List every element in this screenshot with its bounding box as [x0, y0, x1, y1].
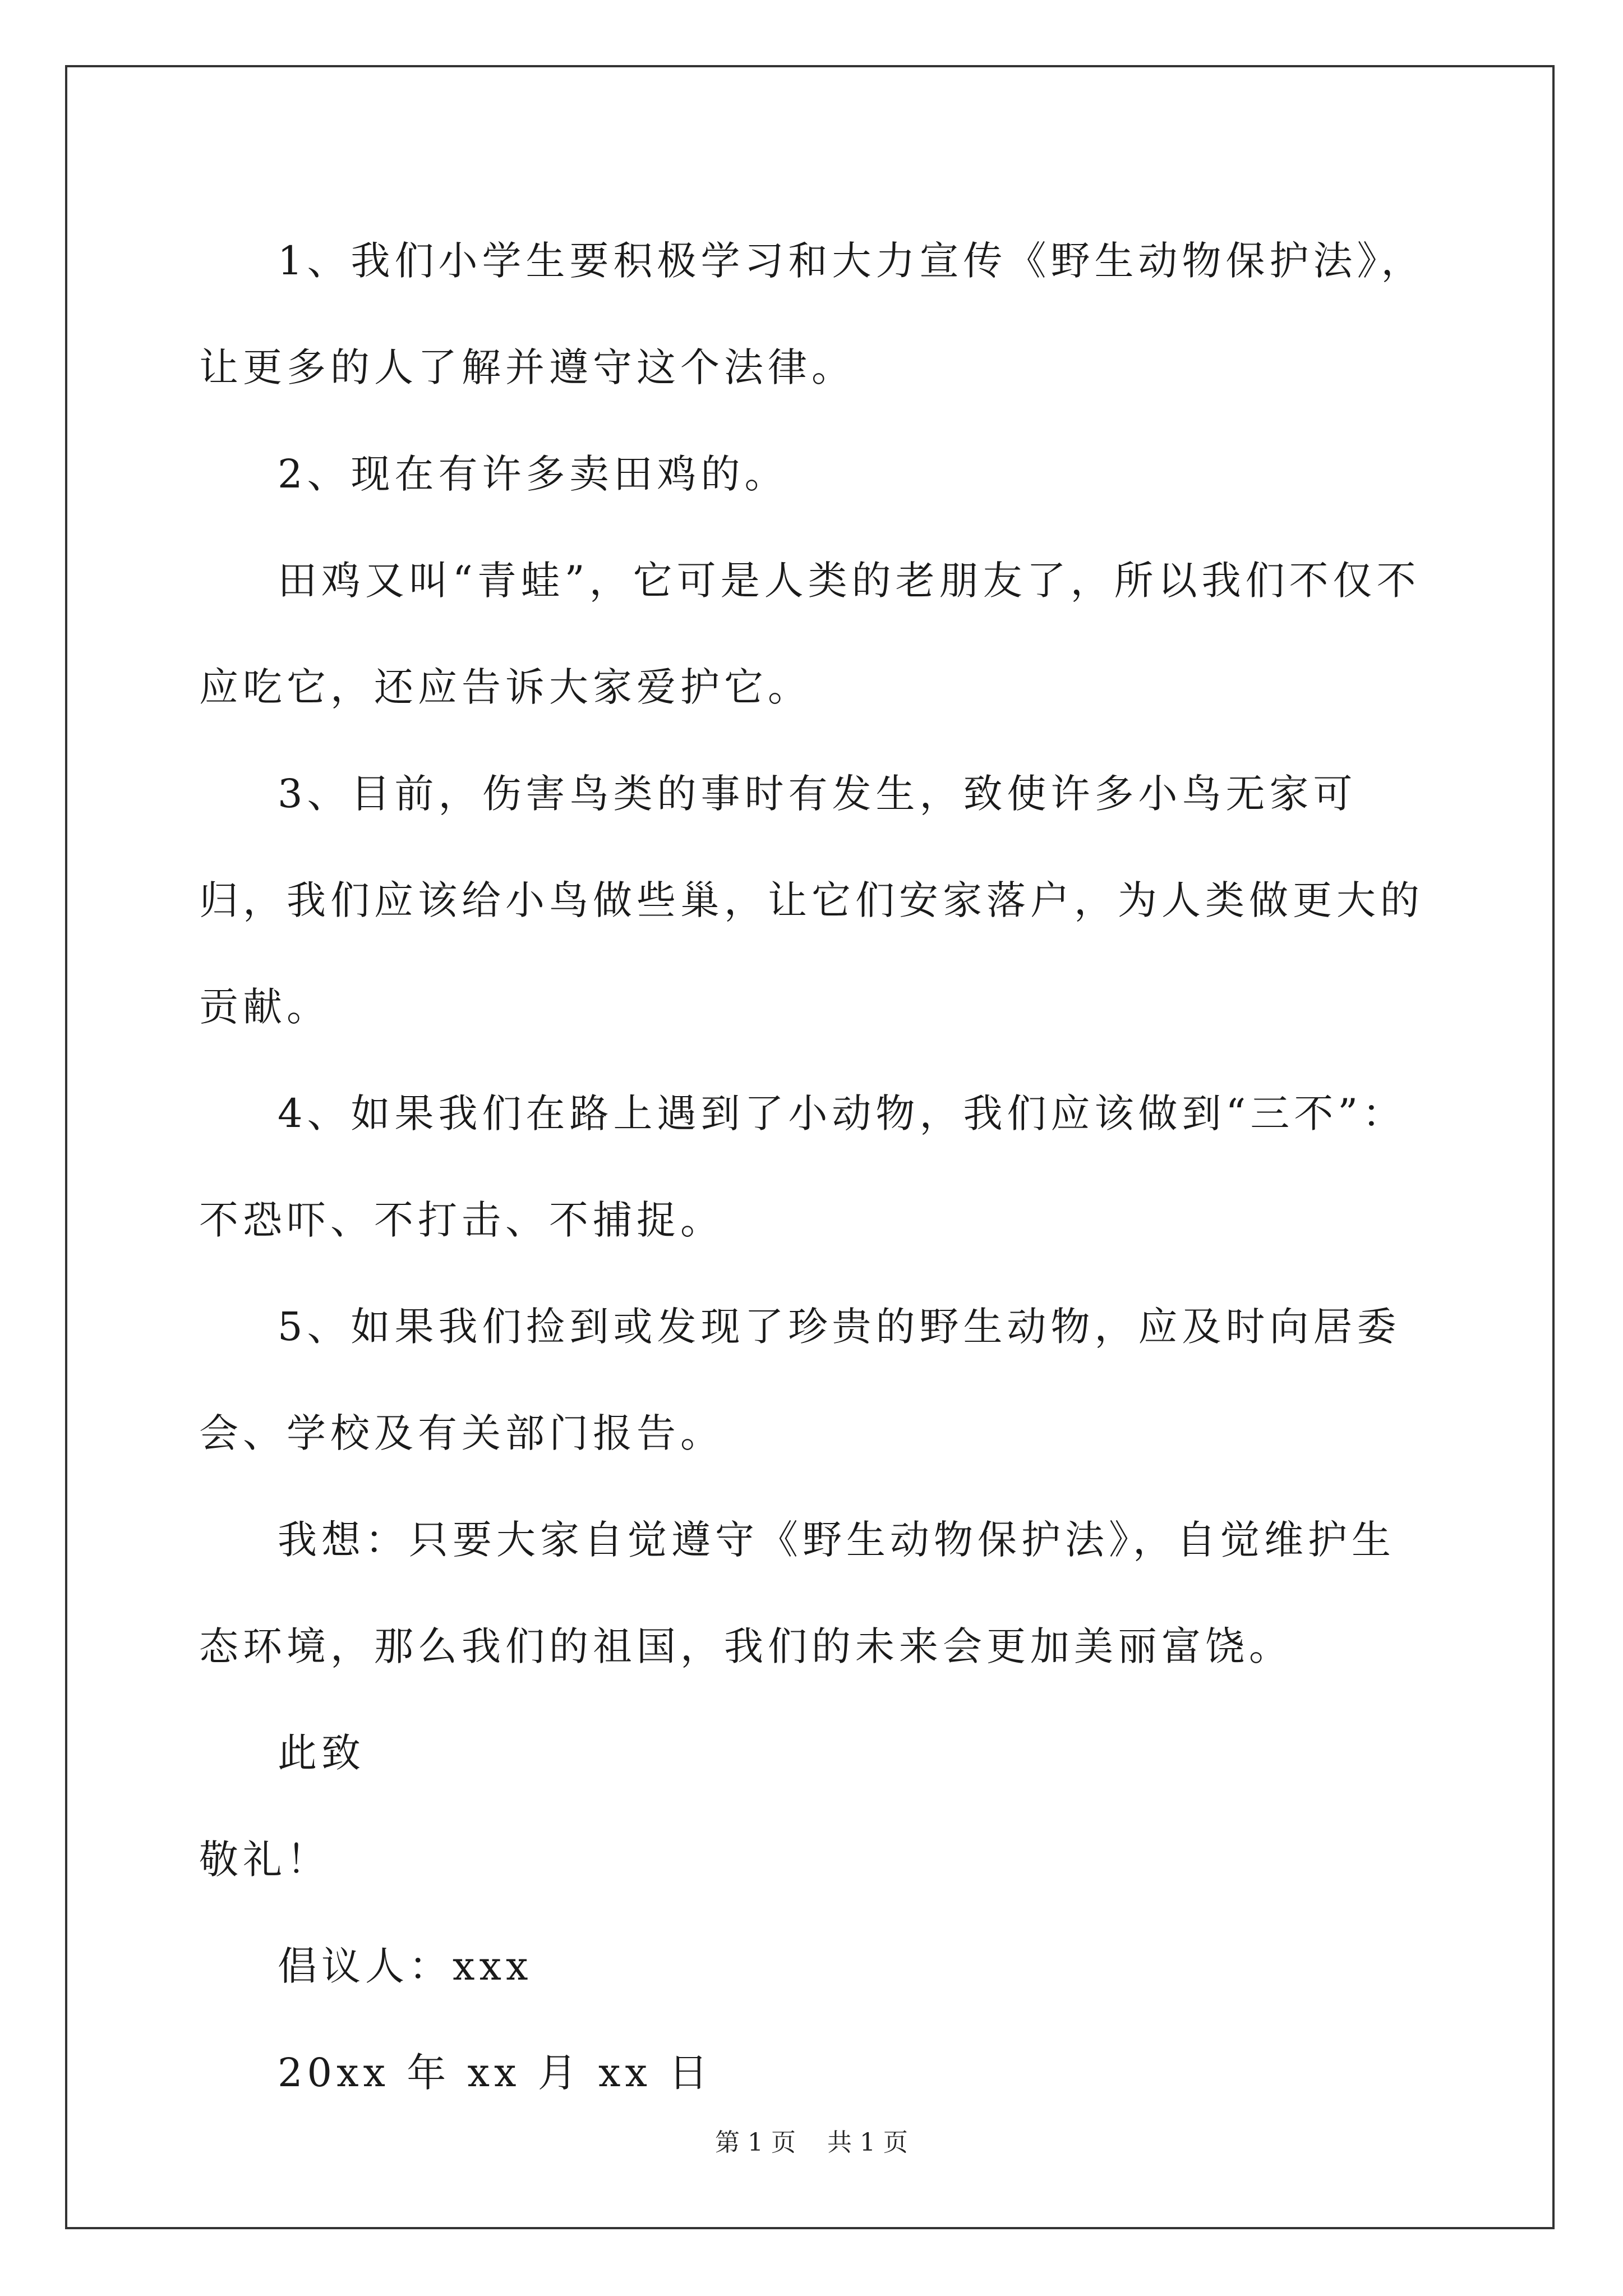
paragraph-item-2: 2、现在有许多卖田鸡的。 — [278, 451, 789, 497]
page-total: 共 1 页 — [827, 2128, 908, 2157]
paragraph-item-5: 5、如果我们捡到或发现了珍贵的野生动物，应及时向居委会、学校及有关部门报告。 — [199, 1304, 1401, 1456]
signature-proposer: 倡议人：xxx — [278, 1943, 533, 1989]
footer-spacer — [796, 2128, 827, 2157]
closing-salutation: 此致 — [278, 1730, 365, 1776]
document-body — [199, 208, 1427, 2126]
signature-date: 20xx 年 xx 月 xx 日 — [278, 2050, 713, 2096]
paragraph-item-3: 3、目前，伤害鸟类的事时有发生，致使许多小鸟无家可归，我们应该给小鸟做些巢，让它们安家落户，为人类做更大的贡献。 — [199, 771, 1424, 1030]
paragraph-conclusion: 我想：只要大家自觉遵守《野生动物保护法》，自觉维护生态环境，那么我们的祖国，我们的未来会更加美丽富饶。 — [199, 1517, 1395, 1669]
paragraph-item-1: 1、我们小学生要积极学习和大力宣传《野生动物保护法》，让更多的人了解并遵守这个法律。 — [199, 238, 1425, 390]
closing-regards: 敬礼！ — [199, 1837, 330, 1883]
page-footer — [0, 2126, 1623, 2160]
paragraph-frog: 田鸡又叫“青蛙”，它可是人类的老朋友了，所以我们不仅不应吃它，还应告诉大家爱护它。 — [199, 558, 1421, 710]
page-number: 第 1 页 — [715, 2128, 796, 2157]
paragraph-item-4: 4、如果我们在路上遇到了小动物，我们应该做到“三不”：不恐吓、不打击、不捕捉。 — [199, 1091, 1407, 1243]
